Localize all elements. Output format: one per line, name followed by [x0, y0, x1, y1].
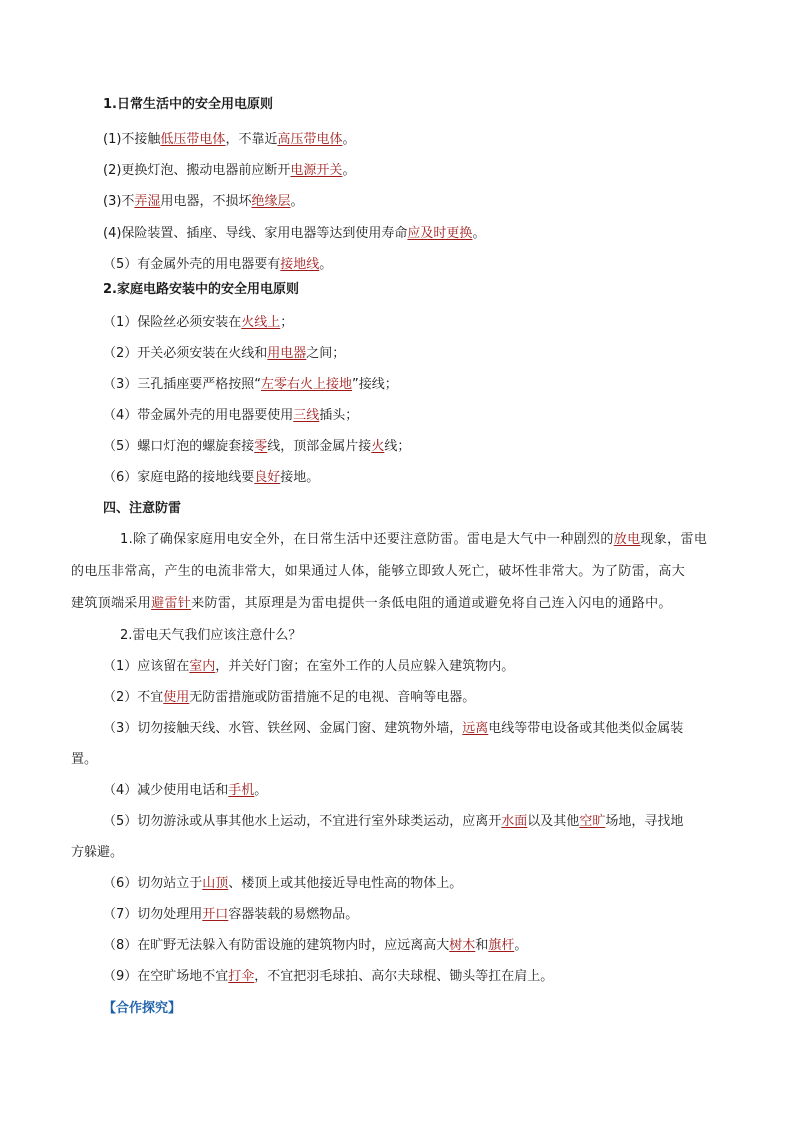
s2-item-3: （3）三孔插座要严格按照“左零右火上接地”接线； [103, 377, 398, 392]
s3-item-5-line-2: 方躲避。 [71, 845, 124, 860]
s2-item-5: （5）螺口灯泡的螺旋套接零线，顶部金属片接火线； [103, 439, 411, 454]
s3-item-7: （7）切勿处理用开口容器装载的易燃物品。 [103, 907, 359, 922]
s3-para-line-1: 1.除了确保家庭用电安全外，在日常生活中还要注意防雷。雷电是大气中一种剧烈的放电现象，雷电 [120, 532, 708, 547]
s3-item-1: （1）应该留在室内，并关好门窗；在室外工作的人员应躲入建筑物内。 [103, 659, 515, 674]
s3-item-6: （6）切勿站立于山顶、楼顶上或其他接近导电性高的物体上。 [103, 876, 463, 891]
cooperative-inquiry-label: 【合作探究】 [103, 1001, 182, 1016]
s2-item-4: （4）带金属外壳的用电器要使用三线插头； [103, 408, 359, 423]
s1-item-2: (2)更换灯泡、搬动电器前应断开电源开关。 [103, 163, 356, 178]
s2-item-6: （6）家庭电路的接地线要良好接地。 [103, 470, 320, 485]
s3-item-3-line-2: 置。 [71, 752, 98, 767]
s3-item-3-line-1: （3）切勿接触天线、水管、铁丝网、金属门窗、建筑物外墙，远离电线等带电设备或其他类似金属装 [103, 721, 684, 736]
s3-item-4: （4）减少使用电话和手机。 [103, 783, 268, 798]
s1-item-1: (1)不接触低压带电体，不靠近高压带电体。 [103, 132, 356, 147]
s3-item-5-line-1: （5）切勿游泳或从事其他水上运动，不宜进行室外球类运动，应离开水面以及其他空旷场地，寻找地 [103, 814, 684, 829]
s3-item-8: （8）在旷野无法躲入有防雷设施的建筑物内时，应远离高大树木和旗杆。 [103, 938, 528, 953]
s3-item-2: （2）不宜使用无防雷措施或防雷措施不足的电视、音响等电器。 [103, 690, 476, 705]
s3-para-line-2: 的电压非常高，产生的电流非常大，如果通过人体，能够立即致人死亡，破坏性非常大。为了防雷，高大 [71, 564, 686, 579]
s2-item-2: （2）开关必须安装在火线和用电器之间； [103, 346, 346, 361]
s3-para-line-3: 建筑顶端采用避雷针来防雷，其原理是为雷电提供一条低电阻的通道或避免将自己连入闪电的通路中。 [71, 596, 672, 611]
s1-item-3: (3)不弄湿用电器，不损坏绝缘层。 [103, 194, 304, 209]
s3-item-9: （9）在空旷场地不宜打伞，不宜把羽毛球拍、高尔夫球棍、锄头等扛在肩上。 [103, 969, 554, 984]
s1-item-5: （5）有金属外壳的用电器要有接地线。 [103, 257, 333, 272]
section-1-title: 1.日常生活中的安全用电原则 [103, 97, 273, 112]
s1-item-4: (4)保险装置、插座、导线、家用电器等达到使用寿命应及时更换。 [103, 226, 486, 241]
s2-item-1: （1）保险丝必须安装在火线上； [103, 315, 294, 330]
section-2-title: 2.家庭电路安装中的安全用电原则 [103, 282, 299, 297]
section-3-title: 四、注意防雷 [103, 501, 182, 516]
s3-question: 2.雷电天气我们应该注意什么？ [120, 628, 302, 643]
